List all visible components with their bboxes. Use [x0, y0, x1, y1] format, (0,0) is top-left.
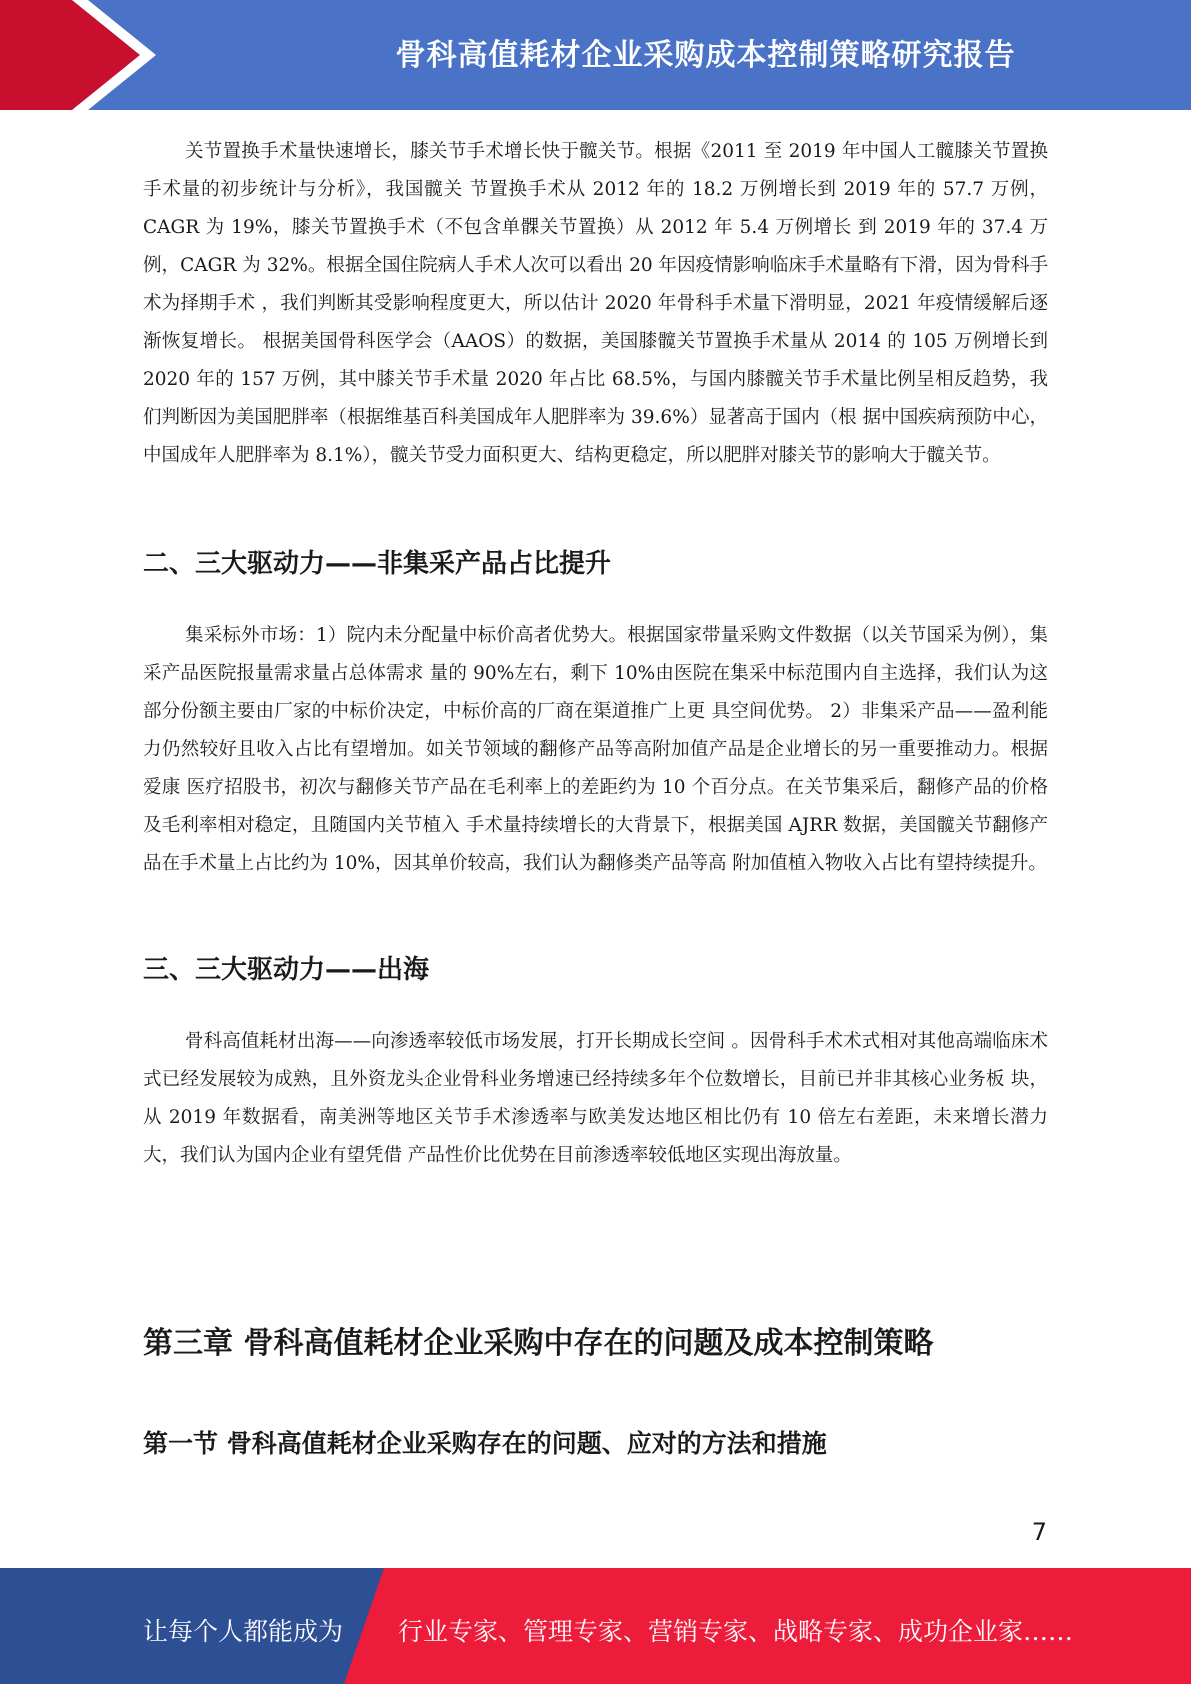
section-title: 第一节 骨科高值耗材企业采购存在的问题、应对的方法和措施 [143, 1429, 827, 1458]
footer-slogan-right: 行业专家、管理专家、营销专家、战略专家、成功企业家…… [398, 1617, 1074, 1646]
body-paragraph-3: 骨科高值耗材出海——向渗透率较低市场发展，打开长期成长空间 。因骨科手术术式相对其他高端临床术式已经发展较为成熟，且外资龙头企业骨科业务增速已经持续多年个位数增长，目前已并非其核心业务板 块，从 2019 年数据看，南美洲等地区关节手术渗透率与欧美发达地区相比仍有 10 倍左右差距，未来增长潜力大，我们认为国内企业有望凭借 产品性价比优势在目前渗透率较低地区实现出海放量。 [143, 1031, 1048, 1166]
page-footer [0, 1568, 1191, 1684]
section-heading-drivers-non-centralized: 二、三大驱动力——非集采产品占比提升 [143, 549, 612, 579]
body-paragraph-1: 关节置换手术量快速增长，膝关节手术增长快于髋关节。根据《2011 至 2019 年中国人工髋膝关节置换手术量的初步统计与分析》，我国髋关 节置换手术从 2012 年的 18.2 万例增长到 2019 年的 57.7 万例，CAGR 为 19%，膝关节置换手术（不包含单髁关节置换）从 2012 年 5.4 万例增长 到 2019 年的 37.4 万例，CAGR 为 32%。根据全国住院病人手术人次可以看出 20 年因疫情影响临床手术量略有下滑，因为骨科手术为择期手术 ，我们判断其受影响程度更大，所以估计 2020 年骨科手术量下滑明显，2021 年疫情缓解后逐渐恢复增长。 根据美国骨科医学会（AAOS）的数据，美国膝髋关节置换手术量从 2014 的 105 万例增长到 2020 年的 157 万例，其中膝关节手术量 2020 年占比 68.5%，与国内膝髋关节手术量比例呈相反趋势，我们判断因为美国肥胖率（根据维基百科美国成年人肥胖率为 39.6%）显著高于国内（根 据中国疾病预防中心，中国成年人肥胖率为 8.1%），髋关节受力面积更大、结构更稳定，所以肥胖对膝关节的影响大于髋关节。 [143, 141, 1048, 466]
page-header [0, 0, 1191, 110]
footer-slogan-left: 让每个人都能成为 [143, 1617, 344, 1646]
header-red-chevron [0, 0, 140, 110]
chapter-title: 第三章 骨科高值耗材企业采购中存在的问题及成本控制策略 [143, 1326, 934, 1361]
body-paragraph-2: 集采标外市场：1）院内未分配量中标价高者优势大。根据国家带量采购文件数据（以关节国采为例），集采产品医院报量需求量占总体需求 量的 90%左右，剩下 10%由医院在集采中标范围内自主选择，我们认为这部分份额主要由厂家的中标价决定，中标价高的厂商在渠道推广上更 具空间优势。 2）非集采产品——盈利能力仍然较好且收入占比有望增加。如关节领域的翻修产品等高附加值产品是企业增长的另一重要推动力。根据爱康 医疗招股书，初次与翻修关节产品在毛利率上的差距约为 10 个百分点。在关节集采后，翻修产品的价格及毛利率相对稳定，且随国内关节植入 手术量持续增长的大背景下，根据美国 AJRR 数据，美国髋关节翻修产品在手术量上占比约为 10%，因其单价较高，我们认为翻修类产品等高 附加值植入物收入占比有望持续提升。 [143, 625, 1048, 874]
section-heading-drivers-overseas: 三、三大驱动力——出海 [143, 955, 430, 985]
page-number: 7 [1031, 1518, 1047, 1546]
report-title: 骨科高值耗材企业采购成本控制策略研究报告 [395, 38, 1016, 73]
